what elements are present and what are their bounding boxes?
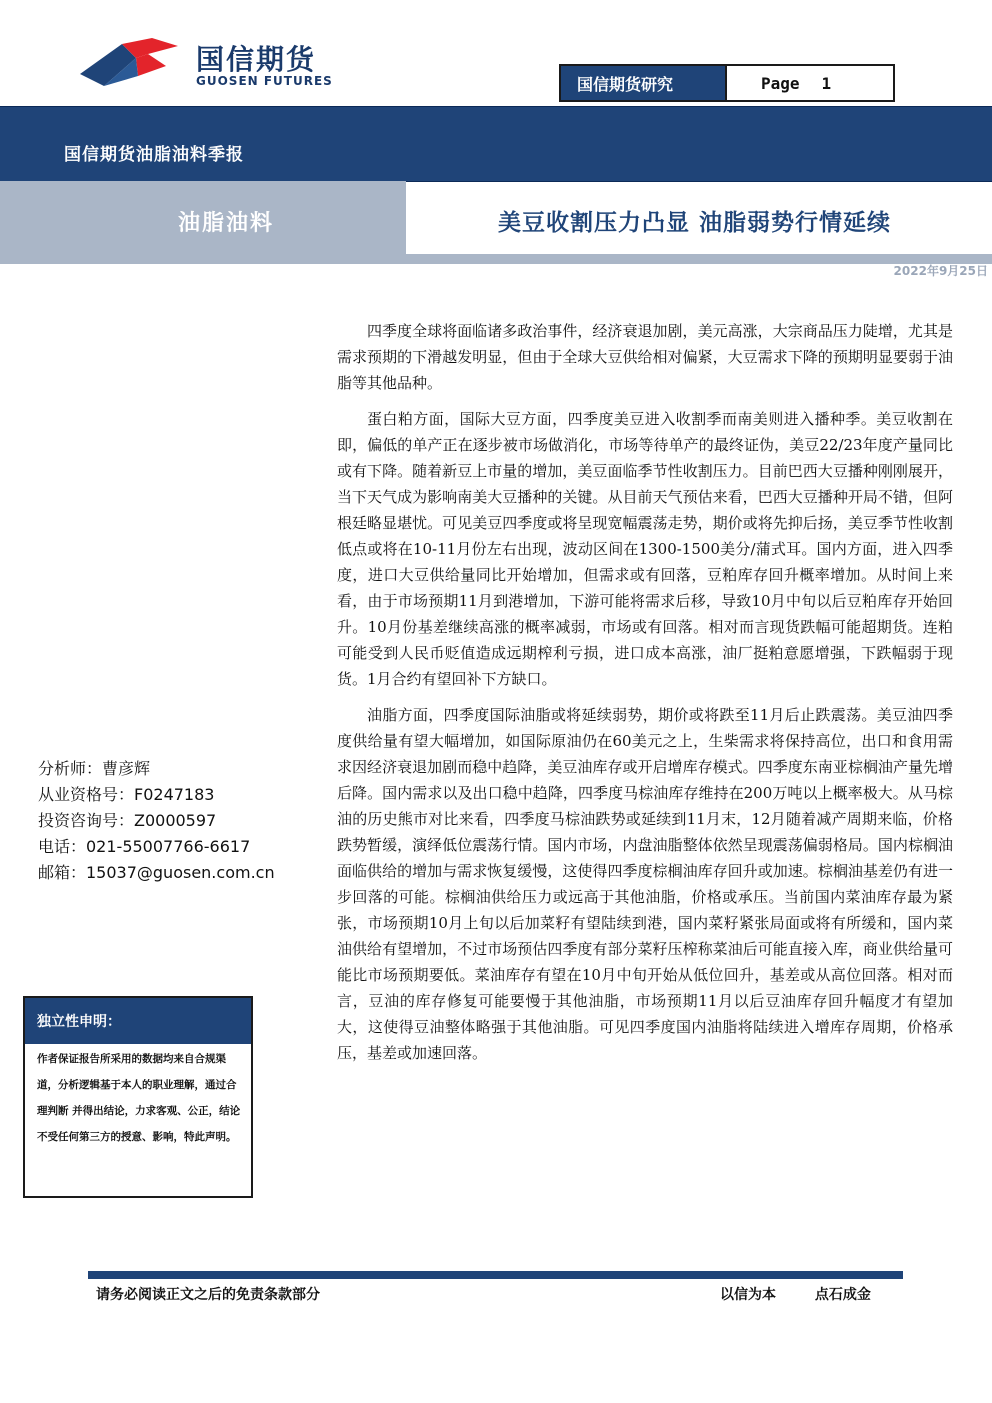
logo-english-name: GUOSEN FUTURES [196, 74, 333, 88]
logo-chinese-name: 国信期货 [196, 43, 317, 76]
independence-statement-box [23, 996, 253, 1198]
analyst-qualification: 从业资格号：F0247183 [38, 785, 215, 804]
footer-disclaimer-note: 请务必阅读正文之后的免责条款部分 [96, 1287, 320, 1303]
report-headline: 美豆收割压力凸显 油脂弱势行情延续 [498, 209, 892, 236]
analyst-consult-number: 投资咨询号：Z0000597 [38, 811, 217, 830]
page-indicator [727, 66, 893, 100]
body-paragraph: 蛋白粕方面，国际大豆方面，四季度美豆进入收割季而南美则进入播种季。美豆收割在即，偏低的单产正在逐步被市场做消化，市场等待单产的最终证伪，美豆22/23年度产量同比或有下降。随着新豆上市量的增加，美豆面临季节性收割压力。目前巴西大豆播种刚刚展开，当下天气成为影响南美大豆播种的关键。从目前天气预估来看，巴西大豆播种开局不错，但阿根廷略显堪忧。可见美豆四季度或将呈现宽幅震荡走势，期价或将先抑后扬，美豆季节性收割低点或将在10-11月份左右出现，波动区间在1300-1500美分/蒲式耳。国内方面，进入四季度，进口大豆供给量同比开始增加，但需求或有回落，豆粕库存回升概率增加。从时间上来看，由于市场预期11月到港增加，下游可能将需求后移，导致10月中旬以后豆粕库存开始回升。10月份基差继续高涨的概率减弱，市场或有回落。相对而言现货跌幅可能超期货。连粕可能受到人民币贬值造成远期榨利亏损，进口成本高涨，油厂挺粕意愿增强，下跌幅弱于现货。1月合约有望回补下方缺口。 [337, 410, 953, 688]
analyst-email: 邮箱：15037@guosen.com.cn [38, 863, 275, 882]
guosen-logo-icon [78, 36, 182, 90]
body-paragraph: 四季度全球将面临诸多政治事件，经济衰退加剧，美元高涨，大宗商品压力陡增，尤其是需求预期的下滑越发明显，但由于全球大豆供给相对偏紧，大豆需求下降的预期明显要弱于油脂等其他品种。 [337, 322, 953, 392]
research-page-box [559, 64, 895, 102]
analyst-name: 分析师：曹彦辉 [38, 759, 151, 778]
footer-rule [88, 1271, 903, 1279]
independence-text: 作者保证报告所采用的数据均来自合规渠道，分析逻辑基于本人的职业理解，通过合理判断 并得出结论，力求客观、公正，结论不受任何第三方的授意、影响，特此声明。 [37, 1053, 241, 1143]
report-series-title: 国信期货油脂油料季报 [64, 145, 244, 165]
report-body [337, 318, 953, 1076]
report-date: 2022年9月25日 [893, 264, 988, 278]
body-paragraph: 油脂方面，四季度国际油脂或将延续弱势，期价或将跌至11月后止跌震荡。美豆油四季度供给量有望大幅增加，如国际原油仍在60美元之上，生柴需求将保持高位，出口和食用需求因经济衰退加剧而稳中趋降，美豆油库存或开启增库存模式。四季度东南亚棕榈油产量先增后降。国内需求以及出口稳中趋降，四季度马棕油库存维持在200万吨以上概率极大。从马棕油的历史熊市对比来看，四季度马棕油跌势或延续到11月末，12月随着减产周期来临，价格跌势暂缓，演绎低位震荡行情。国内市场，内盘油脂整体依然呈现震荡偏弱格局。国内棕榈油面临供给的增加与需求恢复缓慢，这使得四季度棕榈油库存回升或加速。棕榈油基差仍有进一步回落的可能。棕榈油供给压力或远高于其他油脂，价格或承压。当前国内菜油库存最为紧张，市场预期10月上旬以后加菜籽有望陆续到港，国内菜籽紧张局面或将有所缓和，国内菜油供给有望增加，不过市场预估四季度有部分菜籽压榨称菜油后可能直接入库，商业供给量可能比市场预期要低。菜油库存有望在10月中旬开始从低位回升，基差或从高位回落。相对而言，豆油的库存修复可能要慢于其他油脂，市场预期11月以后豆油库存回升幅度才有望加大，这使得豆油整体略强于其他油脂。可见四季度国内油脂将陆续进入增库存周期，价格承压，基差或加速回落。 [337, 706, 953, 1062]
footer-slogan: 点石成金 [814, 1287, 871, 1303]
footer-slogan: 以信为本 [720, 1287, 776, 1303]
independence-title: 独立性申明： [25, 998, 251, 1044]
footer-slogans [720, 1284, 905, 1304]
page-word: Page [761, 73, 800, 93]
analyst-info [38, 756, 275, 886]
research-label: 国信期货研究 [561, 66, 727, 100]
analyst-phone: 电话：021-55007766-6617 [38, 837, 251, 856]
category-label: 油脂油料 [178, 211, 275, 236]
page-number: 1 [821, 73, 832, 93]
